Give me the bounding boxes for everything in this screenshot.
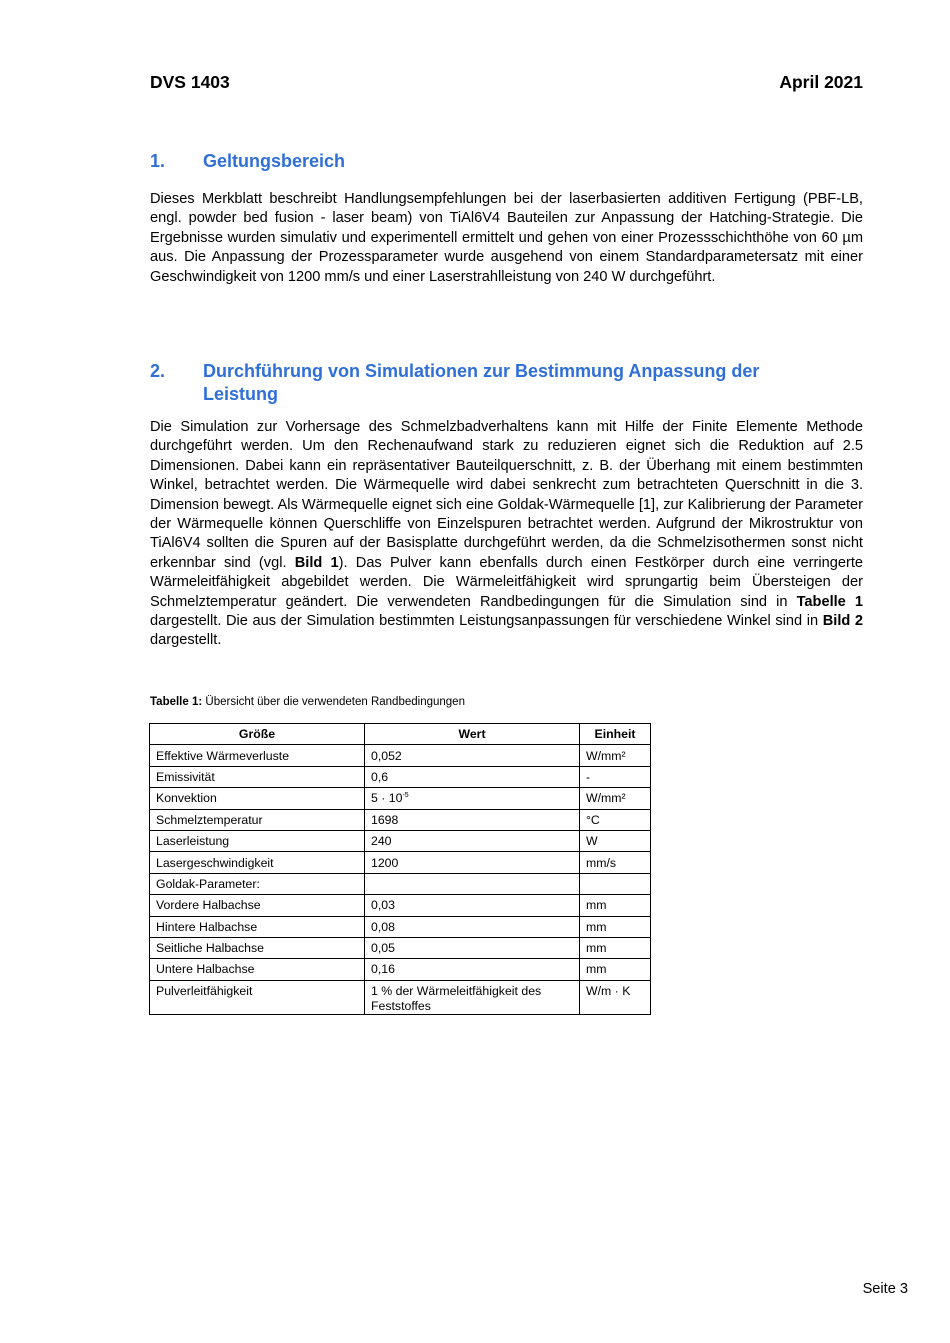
- table-cell: 1698: [365, 809, 580, 830]
- column-header: Wert: [365, 724, 580, 745]
- table-row: [150, 745, 651, 766]
- table-cell: Hintere Halbachse: [150, 916, 365, 937]
- table-cell: Vordere Halbachse: [150, 895, 365, 916]
- table-reference: Tabelle 1: [796, 593, 863, 610]
- table-row: [150, 980, 651, 1014]
- caption-text: Übersicht über die verwendeten Randbedingungen: [202, 696, 465, 708]
- table-cell: 1200: [365, 852, 580, 873]
- table-cell: W: [580, 830, 651, 851]
- section-title: Durchführung von Simulationen zur Bestimmung Anpassung der Leistung: [203, 361, 760, 404]
- table-cell: Goldak-Parameter:: [150, 873, 365, 894]
- table-row: [150, 852, 651, 873]
- section-2-paragraph: [150, 418, 863, 651]
- table-row: [150, 916, 651, 937]
- table-row: [150, 873, 651, 894]
- table-row: [150, 937, 651, 958]
- document-date: April 2021: [779, 72, 863, 92]
- table-cell: 1 % der Wärmeleitfähigkeit des Feststoffes: [365, 980, 580, 1014]
- section-title: Geltungsbereich: [203, 151, 346, 171]
- table-cell: Schmelztemperatur: [150, 809, 365, 830]
- document-id: DVS 1403: [150, 72, 230, 92]
- table-cell: °C: [580, 809, 651, 830]
- table-cell: [365, 788, 580, 809]
- table-cell: 0,08: [365, 916, 580, 937]
- table-cell: mm/s: [580, 852, 651, 873]
- table-cell: Pulverleitfähigkeit: [150, 980, 365, 1014]
- page-header: [150, 72, 863, 96]
- table-cell: Konvektion: [150, 788, 365, 809]
- table-row: [150, 766, 651, 787]
- table-cell: Laserleistung: [150, 830, 365, 851]
- section-number: 2.: [150, 361, 166, 381]
- table-row: [150, 895, 651, 916]
- text-run: dargestellt. Die aus der Simulation bestimmten Leistungsanpassungen für verschiedene Winkel sind in: [150, 613, 823, 630]
- table-row: [150, 788, 651, 809]
- figure-reference: Bild 1: [294, 554, 339, 571]
- text-run: Die Simulation zur Vorhersage des Schmelzbadverhaltens kann mit Hilfe der Finite Elemente Methode durchgeführt werden. Um den Rechenaufwand stark zu reduzieren eignet sich die Reduktion auf 2.5 Dimensionen. Dabei kann ein repräsentativer Bauteilquerschnitt, z. B. der Überhang mit einem bestimmten Winkel, betrachtet werden. Die Wärmequelle wird dabei senkrecht zum betrachteten Querschnitt in die 3. Dimension bewegt. Als Wärmequelle eignet sich eine Goldak-Wärmequelle [1], zur Kalibrierung der Parameter der Wärmequelle können Querschliffe von Einzelspuren betrachtet werden. Aufgrund der Mikrostruktur von TiAl6V4 sollten die Spuren auf der Basisplatte durchgeführt werden, da die Schmelzisothermen sonst nicht erkennbar sind (vgl.: [150, 419, 863, 571]
- column-header: Größe: [150, 724, 365, 745]
- table-cell: [365, 873, 580, 894]
- table-cell: mm: [580, 959, 651, 980]
- caption-label: Tabelle 1:: [150, 696, 203, 708]
- table-row: [150, 959, 651, 980]
- table-cell: [580, 873, 651, 894]
- parameter-table: [149, 723, 651, 1015]
- table-cell: mm: [580, 937, 651, 958]
- column-header: Einheit: [580, 724, 651, 745]
- value-exponent: -5: [402, 792, 409, 800]
- table-cell: Seitliche Halbachse: [150, 937, 365, 958]
- figure-reference: Bild 2: [822, 613, 864, 630]
- table-cell: 0,05: [365, 937, 580, 958]
- table-cell: 0,052: [365, 745, 580, 766]
- value-base: 5 · 10: [371, 791, 403, 806]
- table-cell: W/m · K: [580, 980, 651, 1014]
- table-cell: W/mm²: [580, 788, 651, 809]
- table-cell: W/mm²: [580, 745, 651, 766]
- table-caption: [150, 696, 465, 708]
- section-1-paragraph: Dieses Merkblatt beschreibt Handlungsempfehlungen bei der laserbasierten additiven Fertigung (PBF-LB, engl. powder bed fusion - laser beam) von TiAl6V4 Bauteilen zur Anpassung der Hatching-Strategie. Die Ergebnisse wurden simulativ und experimentell ermittelt und gehen von einer Prozessschichthöhe von 60 µm aus. Die Anpassung der Prozessparameter wurde ausgehend von einem Standardparametersatz mit einer Geschwindigkeit von 1200 mm/s und einer Laserstrahlleistung von 240 W durchgeführt.: [150, 191, 863, 285]
- text-run: ). Das Pulver kann ebenfalls durch einen Festkörper durch eine verringerte Wärmeleitfähigkeit abgebildet werden. Die Wärmeleitfähigkeit wird sprungartig beim Übersteigen der Schmelztemperatur geändert. Die verwendeten Randbedingungen für die Simulation sind in: [150, 554, 863, 610]
- table-cell: Emissivität: [150, 766, 365, 787]
- page-number: Seite 3: [862, 1281, 908, 1297]
- table-row: [150, 830, 651, 851]
- section-number: 1.: [150, 151, 166, 171]
- table-cell: 0,16: [365, 959, 580, 980]
- table-cell: mm: [580, 916, 651, 937]
- table-header-row: [150, 724, 651, 745]
- table-cell: Effektive Wärmeverluste: [150, 745, 365, 766]
- table-cell: -: [580, 766, 651, 787]
- table-cell: 0,6: [365, 766, 580, 787]
- table-cell: 240: [365, 830, 580, 851]
- table-cell: Untere Halbachse: [150, 959, 365, 980]
- table-cell: 0,03: [365, 895, 580, 916]
- table-row: [150, 809, 651, 830]
- table-cell: Lasergeschwindigkeit: [150, 852, 365, 873]
- table-cell: mm: [580, 895, 651, 916]
- text-run: dargestellt.: [150, 632, 222, 649]
